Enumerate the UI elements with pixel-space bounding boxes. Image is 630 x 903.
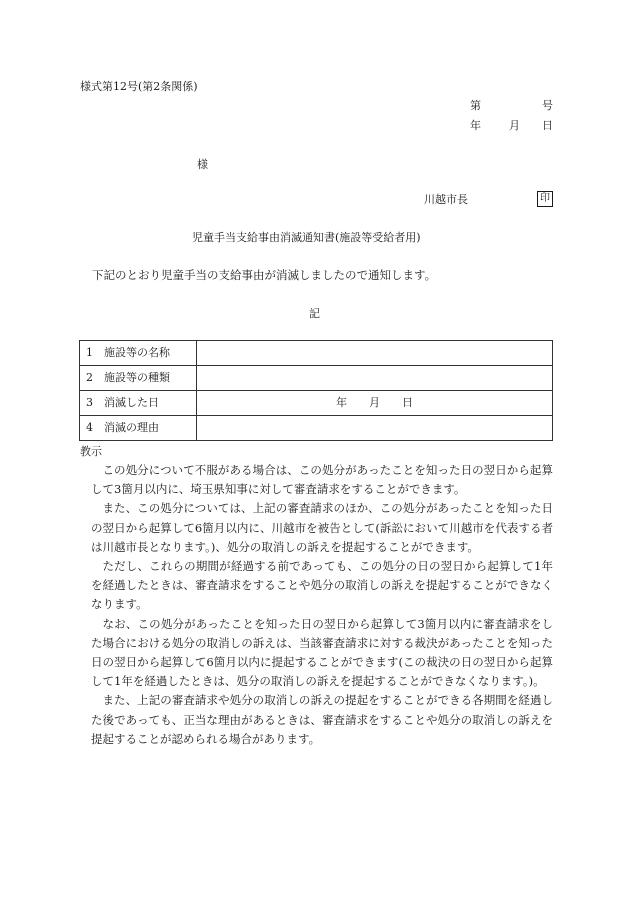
row-number: 3 (86, 396, 93, 409)
row-label: 消滅の理由 (104, 421, 159, 434)
info-table (79, 340, 553, 441)
form-number: 様式第12号(第2条関係) (80, 80, 198, 93)
notice-paragraph: また、この処分については、上記の審査請求のほか、この処分があったことを知った日の翌日から起算して6箇月以内に、川越市を被告として(訴訟において川越市を代表する者は川越市長となります。)、処分の取消しの訴えを提起することができます。 (91, 501, 553, 554)
row-value-cell: 年 月 日 (197, 391, 553, 416)
table-row (80, 341, 553, 366)
notice-body (91, 461, 553, 749)
row-value-cell (197, 416, 553, 441)
date-month-label: 月 (509, 119, 520, 132)
row-value-cell (197, 366, 553, 391)
notice-paragraph: なお、この処分があったことを知った日の翌日から起算して3箇月以内に審査請求をした場合における処分の取消しの訴えは、当該審査請求に対する裁決があったことを知った日の翌日から起算して6箇月以内に提起することができます(この裁決の日の翌日から起算して1年を経過したときは、処分の取消しの訴えを提起することができなくなります。)。 (91, 616, 553, 689)
row-label-cell (80, 416, 197, 441)
recipient-suffix: 様 (197, 158, 208, 171)
row-label: 施設等の名称 (104, 346, 170, 359)
ki-marker: 記 (309, 307, 320, 320)
seal-mark: 印 (537, 191, 553, 207)
date-day-label: 日 (542, 119, 553, 132)
notice-paragraph: ただし、これらの期間が経過する前であっても、この処分の日の翌日から起算して1年を経過したときは、審査請求をすることや処分の取消しの訴えを提起することができなくなります。 (91, 559, 553, 612)
row-label: 施設等の種類 (104, 371, 170, 384)
notice-heading: 教示 (80, 445, 102, 458)
document-title: 児童手当支給事由消滅通知書(施設等受給者用) (192, 231, 421, 244)
doc-number-prefix: 第 (470, 99, 481, 112)
row-label: 消滅した日 (104, 396, 159, 409)
row-label-cell (80, 341, 197, 366)
table-row (80, 391, 553, 416)
intro-text: 下記のとおり児童手当の支給事由が消滅しましたので通知します。 (92, 268, 437, 282)
notice-paragraph: この処分について不服がある場合は、この処分があったことを知った日の翌日から起算して3箇月以内に、埼玉県知事に対して審査請求をすることができます。 (91, 463, 553, 497)
row-value-cell (197, 341, 553, 366)
row-number: 4 (86, 421, 93, 434)
date-year-label: 年 (470, 119, 481, 132)
notice-paragraph: また、上記の審査請求や処分の取消しの訴えの提起をすることができる各期間を経過した後であっても、正当な理由があるときは、審査請求をすることや処分の取消しの訴えを提起することが認められる場合があります。 (91, 693, 553, 746)
row-label-cell (80, 366, 197, 391)
issuer-name: 川越市長 (424, 193, 468, 206)
table-row (80, 366, 553, 391)
row-number: 1 (86, 346, 93, 359)
doc-number-suffix: 号 (542, 99, 553, 112)
row-number: 2 (86, 371, 93, 384)
table-row (80, 416, 553, 441)
row-label-cell (80, 391, 197, 416)
